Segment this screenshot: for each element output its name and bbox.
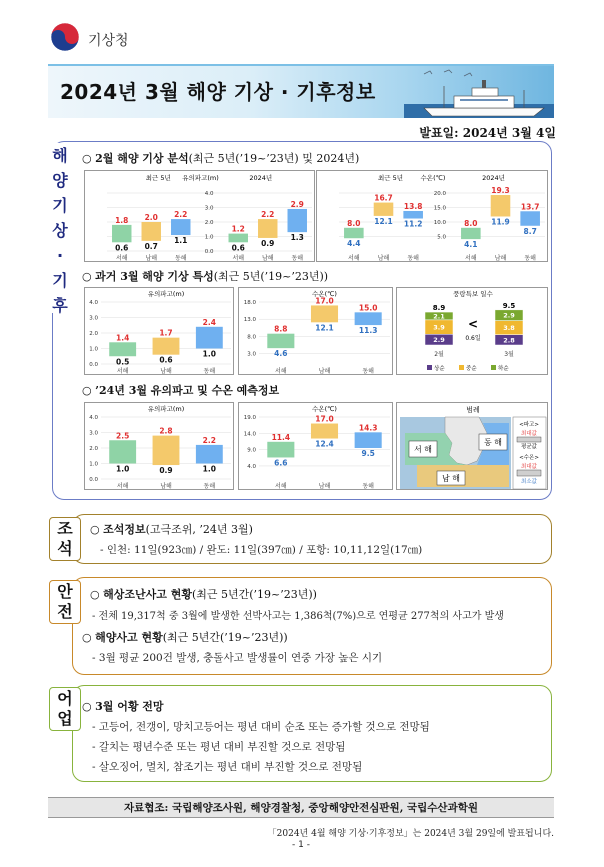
bar xyxy=(109,342,136,356)
min-value-label: 1.1 xyxy=(174,236,188,246)
y-tick-label: 1.0 xyxy=(89,346,98,353)
segment-label: 2.9 xyxy=(433,336,445,345)
x-tick-label: 남해 xyxy=(318,483,331,490)
accident-heading: ○ 해양사고 현황(최근 5년간(’19~’23년)) xyxy=(82,631,288,644)
segment-label: 3.8 xyxy=(503,324,515,333)
max-value-label: 16.7 xyxy=(374,193,393,203)
chart-title: 수온(℃) xyxy=(312,405,337,413)
x-tick-label: 3월 xyxy=(504,351,514,358)
total-label: 8.9 xyxy=(432,304,446,313)
min-value-label: 12.1 xyxy=(315,323,334,333)
min-value-label: 1.0 xyxy=(202,464,216,474)
legend-swatch xyxy=(491,365,496,370)
past-wave-panel xyxy=(84,287,234,375)
group-label-2024: 2024년 xyxy=(482,174,505,182)
chart-title: 유의파고(m) xyxy=(182,174,219,182)
x-tick-label: 서해 xyxy=(116,368,129,375)
next-release-note: 「2024년 4월 해양 기상·기후정보」는 2024년 3월 29일에 발표됩니다. xyxy=(267,829,554,839)
bar xyxy=(171,219,190,235)
max-value-label: 2.2 xyxy=(202,435,216,445)
max-value-label: 2.5 xyxy=(116,431,130,441)
segment-label: 2.1 xyxy=(433,312,445,321)
legend-label: 하순 xyxy=(498,366,509,372)
y-tick-label: 3.0 xyxy=(204,205,214,212)
west-sea-label: 서 해 xyxy=(414,445,432,454)
temp-min-label: 최소값 xyxy=(521,479,537,485)
distress-heading: ○ 해상조난사고 현황(최근 5년간(’19~’23년)) xyxy=(90,588,317,601)
bar xyxy=(196,445,223,464)
past-temp-panel xyxy=(238,287,393,375)
fishery-line-2: - 갈치는 평년수준 또는 평년 대비 부진할 것으로 전망됨 xyxy=(92,741,346,753)
min-value-label: 1.0 xyxy=(202,349,216,359)
min-value-label: 4.1 xyxy=(464,240,478,250)
legend-label: 상순 xyxy=(434,366,445,372)
y-tick-label: 14.0 xyxy=(243,431,256,438)
max-value-label: 15.0 xyxy=(358,303,378,313)
x-tick-label: 동해 xyxy=(362,483,374,490)
max-value-label: 2.4 xyxy=(202,317,216,327)
bar xyxy=(355,312,382,325)
east-sea-label: 동 해 xyxy=(484,438,502,447)
x-tick-label: 남해 xyxy=(494,255,507,262)
heading-forecast: ○ ’24년 3월 유의파고 및 수온 예측정보 xyxy=(82,384,280,397)
y-tick-label: 4.0 xyxy=(89,300,98,306)
min-value-label: 4.6 xyxy=(274,349,288,359)
bar xyxy=(153,436,180,465)
max-value-label: 19.3 xyxy=(491,186,510,196)
bar xyxy=(520,211,540,226)
tide-heading: ○ 조석정보(고극조위, ’24년 3월) xyxy=(90,523,253,536)
min-value-label: 0.6 xyxy=(159,355,173,365)
chart-title: 수온(℃) xyxy=(312,290,337,298)
data-credit: 자료협조: 국립해양조사원, 해양경찰청, 중앙해양안전심판원, 국립수산과학원 xyxy=(48,797,554,818)
max-value-label: 8.8 xyxy=(274,324,288,334)
min-value-label: 1.0 xyxy=(116,464,130,474)
max-value-label: 2.8 xyxy=(159,426,173,436)
y-tick-label: 1.0 xyxy=(204,234,214,241)
bar xyxy=(311,424,338,439)
min-value-label: 12.1 xyxy=(374,216,393,226)
feb-temp-panel xyxy=(316,170,548,262)
min-value-label: 11.9 xyxy=(491,217,510,227)
diff-label: 0.6일 xyxy=(465,335,481,342)
heading-past-march: ○ 과거 3월 해양 기상 특성(최근 5년(’19~’23년)) xyxy=(82,270,329,283)
fc-temp-panel xyxy=(238,402,393,490)
y-tick-label: 18.0 xyxy=(243,300,256,306)
legend-map xyxy=(397,403,549,491)
min-value-label: 0.6 xyxy=(231,243,245,253)
legend-map-panel xyxy=(396,402,548,490)
fc-wave-chart xyxy=(85,403,235,491)
bar xyxy=(311,305,338,322)
distress-info: - 전체 19,317척 중 3월에 발생한 선박사고는 1,386척(7%)으로 연평균 277척의 사고가 발생 xyxy=(92,611,504,622)
y-tick-label: 15.0 xyxy=(433,205,446,212)
y-tick-label: 0.0 xyxy=(204,249,214,255)
x-tick-label: 동해 xyxy=(203,368,216,375)
min-value-label: 0.6 xyxy=(115,243,129,253)
x-tick-label: 남해 xyxy=(318,368,331,375)
max-value-label: 2.2 xyxy=(261,210,275,220)
bar xyxy=(461,228,481,239)
tide-tab: 조 석 xyxy=(49,517,81,561)
min-value-label: 0.9 xyxy=(261,238,275,248)
max-value-label: 1.4 xyxy=(116,333,130,343)
bar xyxy=(109,440,136,463)
min-value-label: 9.5 xyxy=(361,449,375,458)
group-label-recent: 최근 5년 xyxy=(377,174,404,182)
publish-date: 발표일: 2024년 3월 4일 xyxy=(419,126,556,140)
max-value-label: 11.4 xyxy=(271,432,291,442)
agency-name: 기상청 xyxy=(88,33,129,49)
x-tick-label: 서해 xyxy=(348,255,360,262)
south-sea-label: 남 해 xyxy=(442,474,460,483)
x-tick-label: 서해 xyxy=(275,368,287,375)
max-value-label: 1.7 xyxy=(159,328,173,338)
past-wave-chart xyxy=(85,288,235,376)
x-tick-label: 서해 xyxy=(115,255,128,262)
x-tick-label: 남해 xyxy=(261,255,274,262)
min-value-label: 1.3 xyxy=(290,233,304,243)
group-label-2024: 2024년 xyxy=(249,174,273,182)
x-tick-label: 2월 xyxy=(434,351,444,358)
y-tick-label: 4.0 xyxy=(247,463,256,470)
x-tick-label: 동해 xyxy=(174,255,187,262)
wave-max-label: 최대값 xyxy=(521,431,537,437)
chart-title: 수온(℃) xyxy=(420,174,446,182)
min-value-label: 6.6 xyxy=(274,458,288,468)
y-tick-label: 13.0 xyxy=(243,317,256,324)
y-tick-label: 2.0 xyxy=(89,446,98,452)
max-value-label: 2.9 xyxy=(290,199,304,209)
bar xyxy=(288,209,307,232)
bar xyxy=(229,234,248,243)
chart-title: 유의파고(m) xyxy=(147,290,185,298)
bar xyxy=(142,222,161,241)
min-value-label: 11.2 xyxy=(403,219,423,229)
x-tick-label: 동해 xyxy=(203,483,216,490)
title-banner xyxy=(48,64,554,118)
bar xyxy=(112,225,131,242)
heading-feb-analysis: ○ 2월 해양 기상 분석(최근 5년(’19~’23년) 및 2024년) xyxy=(82,152,360,165)
total-label: 9.5 xyxy=(502,301,516,310)
y-tick-label: 19.0 xyxy=(243,415,256,421)
fishery-line-3: - 살오징어, 멸치, 참조기는 평년 대비 부진할 것으로 전망됨 xyxy=(92,761,363,773)
fc-temp-chart xyxy=(239,403,394,491)
legend-label: 중순 xyxy=(466,366,477,372)
max-value-label: 17.0 xyxy=(315,296,334,306)
x-tick-label: 동해 xyxy=(407,255,419,262)
y-tick-label: 8.0 xyxy=(247,334,256,341)
bar xyxy=(355,432,382,448)
legend-swatch xyxy=(459,365,464,370)
tide-info: - 인천: 11일(923㎝) / 완도: 11일(397㎝) / 포항: 10,11,12일(17㎝) xyxy=(100,544,423,556)
min-value-label: 0.7 xyxy=(144,241,158,251)
fishery-tab: 어 업 xyxy=(49,687,81,731)
segment-label: 2.8 xyxy=(503,336,515,345)
feb-wave-panel xyxy=(84,170,315,262)
max-value-label: 1.8 xyxy=(115,215,129,225)
fishery-line-1: - 고등어, 전갱이, 망치고등어는 평년 대비 순조 또는 증가할 것으로 전망됨 xyxy=(92,721,430,733)
max-value-label: 17.0 xyxy=(315,414,334,424)
ship-illustration xyxy=(384,66,554,118)
y-tick-label: 3.0 xyxy=(89,430,98,437)
past-temp-chart xyxy=(239,288,394,376)
y-tick-label: 2.0 xyxy=(89,331,98,337)
kma-logo xyxy=(50,22,80,52)
max-value-label: 2.0 xyxy=(144,213,158,222)
max-value-label: 2.2 xyxy=(174,210,188,220)
bar xyxy=(153,338,180,355)
temp-max-label: 최대값 xyxy=(521,464,537,470)
y-tick-label: 2.0 xyxy=(204,220,214,226)
y-tick-label: 0.0 xyxy=(89,362,98,368)
min-value-label: 8.7 xyxy=(523,226,537,236)
wave-avg-label: 평균값 xyxy=(521,444,537,450)
y-tick-label: 10.0 xyxy=(433,220,446,226)
min-value-label: 4.4 xyxy=(347,239,361,249)
y-tick-label: 3.0 xyxy=(89,315,98,322)
compare-sign: < xyxy=(467,317,479,331)
bar xyxy=(374,203,394,216)
accident-info: - 3월 평균 200건 발생, 충돌사고 발생률이 연중 가장 높은 시기 xyxy=(92,652,383,664)
bar xyxy=(267,334,294,348)
x-tick-label: 동해 xyxy=(291,255,304,262)
y-tick-label: 4.0 xyxy=(89,415,98,421)
x-tick-label: 남해 xyxy=(377,255,390,262)
segment-label: 2.9 xyxy=(503,311,515,320)
x-tick-label: 남해 xyxy=(145,255,158,262)
max-value-label: 13.7 xyxy=(520,202,540,212)
max-value-label: 13.8 xyxy=(403,201,423,211)
max-value-label: 14.3 xyxy=(358,423,378,433)
fishery-heading: ○ 3월 어황 전망 xyxy=(82,700,164,713)
bar xyxy=(344,228,364,238)
storm-days-panel xyxy=(396,287,548,375)
x-tick-label: 서해 xyxy=(116,483,129,490)
y-tick-label: 4.0 xyxy=(204,191,214,197)
bar xyxy=(196,327,223,349)
max-value-label: 8.0 xyxy=(347,218,361,228)
safety-tab: 안 전 xyxy=(49,580,81,624)
bar xyxy=(491,195,511,216)
y-tick-label: 20.0 xyxy=(433,191,446,197)
chart-title: 풍랑특보 일수 xyxy=(453,290,493,298)
x-tick-label: 서해 xyxy=(275,483,287,490)
legend-title: 범례 xyxy=(466,406,480,414)
x-tick-label: 서해 xyxy=(465,255,477,262)
chart-title: 유의파고(m) xyxy=(147,405,185,413)
bar xyxy=(258,219,277,238)
group-label-recent: 최근 5년 xyxy=(145,174,171,182)
bar xyxy=(267,442,294,458)
feb-temp-chart xyxy=(317,171,549,263)
min-value-label: 12.4 xyxy=(315,439,334,449)
x-tick-label: 서해 xyxy=(232,255,245,262)
min-value-label: 0.9 xyxy=(159,466,173,476)
storm-days-chart xyxy=(397,288,549,376)
wave-legend-label: <파고> xyxy=(519,422,539,428)
y-tick-label: 3.0 xyxy=(247,351,256,358)
max-value-label: 1.2 xyxy=(231,224,245,234)
page-number: - 1 - xyxy=(292,840,310,850)
x-tick-label: 동해 xyxy=(362,368,374,375)
bar xyxy=(403,211,423,219)
temp-legend-label: <수온> xyxy=(519,455,539,461)
segment-label: 3.9 xyxy=(433,323,445,332)
min-value-label: 0.5 xyxy=(116,357,130,367)
legend-swatch xyxy=(427,365,432,370)
max-value-label: 8.0 xyxy=(464,218,478,228)
x-tick-label: 남해 xyxy=(160,368,172,375)
fc-wave-panel xyxy=(84,402,234,490)
y-tick-label: 0.0 xyxy=(89,477,98,483)
x-tick-label: 동해 xyxy=(524,255,536,262)
y-tick-label: 1.0 xyxy=(89,461,98,468)
feb-wave-chart xyxy=(85,171,316,263)
page-title: 2024년 3월 해양 기상 · 기후정보 xyxy=(60,80,376,104)
min-value-label: 11.3 xyxy=(358,326,378,336)
ocean-weather-tab: 해 양 기 상 · 기 후 xyxy=(49,143,71,313)
x-tick-label: 남해 xyxy=(160,483,172,490)
y-tick-label: 5.0 xyxy=(437,234,446,241)
y-tick-label: 9.0 xyxy=(247,447,256,454)
